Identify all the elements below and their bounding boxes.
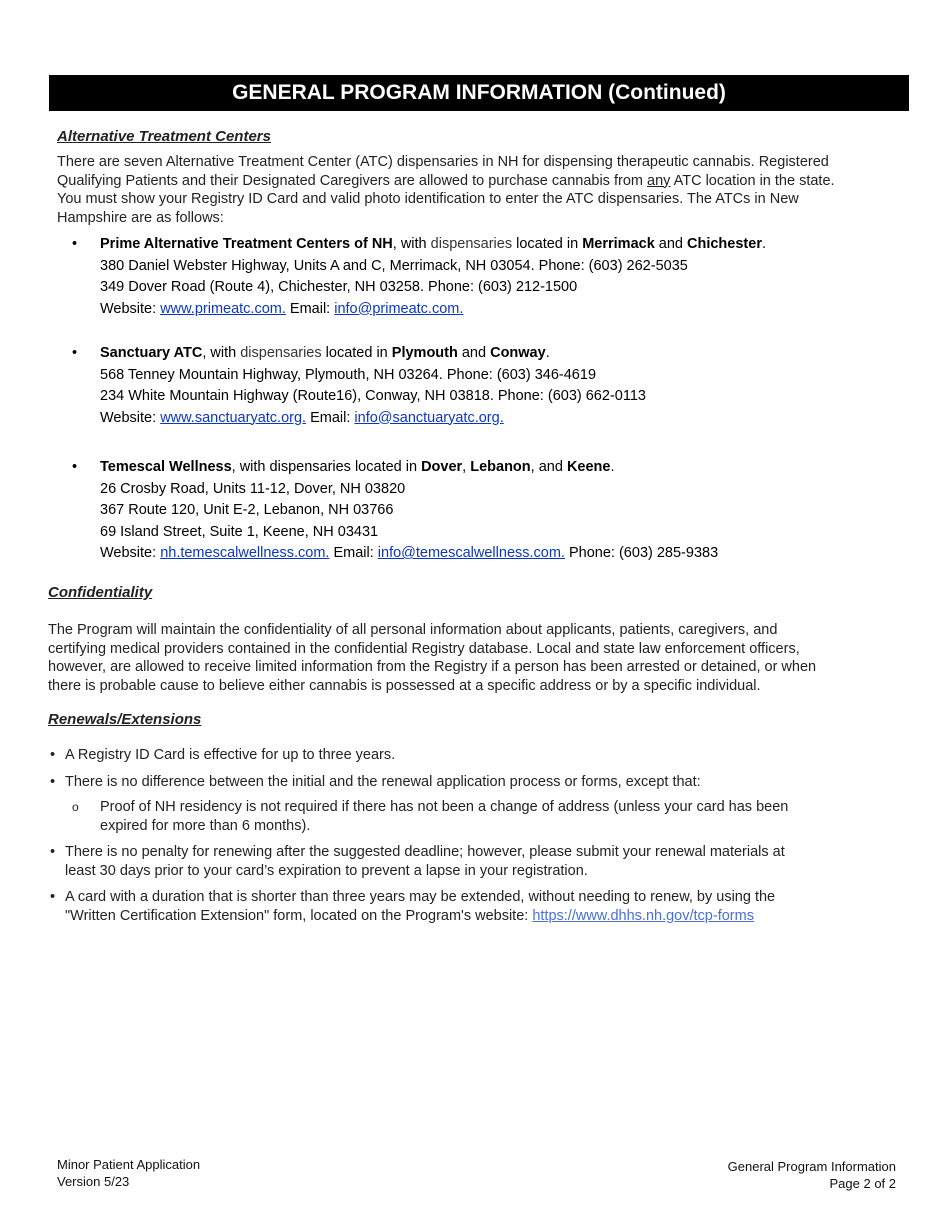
website-label: Website: (100, 300, 161, 317)
atc-intro-text-end: ATC location in the state. (670, 172, 835, 189)
circle-bullet-icon: o (72, 800, 79, 814)
center-text: , with dispensaries located in (231, 459, 422, 475)
atc-intro (57, 153, 907, 227)
center-title-line (100, 457, 900, 479)
center-address: 568 Tenney Mountain Highway, Plymouth, NH 03264. Phone: (603) 346-4619 (100, 366, 597, 383)
confidentiality-heading: Confidentiality (48, 584, 153, 601)
center-text: . (545, 345, 550, 361)
center-text: , with (392, 236, 431, 252)
center-address: 349 Dover Road (Route 4), Chichester, NH 03258. Phone: (603) 212-1500 (100, 279, 578, 295)
center-contact-line (100, 299, 900, 321)
center-location: Plymouth (391, 345, 458, 361)
center-text: dispensaries (430, 236, 513, 252)
bullet-icon: • (72, 236, 78, 252)
bullet-icon: • (50, 774, 56, 790)
center-title-line (100, 234, 900, 256)
footer-page-number: Page 2 of 2 (829, 1176, 896, 1191)
confidentiality-line: there is probable cause to believe either cannabis is possessed at a specific address or by a specific individual. (48, 677, 761, 694)
bullet-icon: • (50, 889, 56, 905)
footer-version: Version 5/23 (57, 1174, 130, 1189)
center-name: Prime Alternative Treatment Centers of NH (100, 236, 393, 252)
atc-intro-line-2 (57, 172, 907, 191)
center-text: and (654, 236, 688, 252)
email-link[interactable]: info@sanctuaryatc.org. (354, 409, 504, 426)
renewal-item-text: A Registry ID Card is effective for up to three years. (65, 747, 396, 763)
renewal-item-line: A card with a duration that is shorter than three years may be extended, without needing to renew, by using the (65, 889, 776, 905)
footer-right (728, 1158, 896, 1192)
bullet-icon: • (50, 747, 56, 763)
renewal-subitem-line: expired for more than 6 months). (100, 817, 311, 834)
center-text: dispensaries (240, 345, 322, 361)
center-text: located in (512, 236, 583, 252)
renewal-item-line: least 30 days prior to your card’s expiration to prevent a lapse in your registration. (65, 862, 588, 879)
center-address: 367 Route 120, Unit E-2, Lebanon, NH 03766 (100, 502, 394, 518)
center-location: Keene (566, 459, 611, 475)
center-location: Chichester (687, 236, 762, 252)
center-name: Sanctuary ATC (100, 345, 203, 361)
center-location: Merrimack (582, 236, 655, 252)
renewal-item-text: "Written Certification Extension" form, located on the Program's website: (65, 907, 533, 924)
center-address: 26 Crosby Road, Units 11-12, Dover, NH 03820 (100, 480, 406, 497)
footer-form-name: Minor Patient Application (57, 1157, 201, 1172)
confidentiality-line: however, are allowed to receive limited information from the Registry if a person has been arrested or detained, or when (48, 659, 817, 675)
website-label: Website: (100, 409, 161, 426)
center-text: , (462, 459, 471, 475)
page-header-bar (49, 75, 909, 111)
center-address: 380 Daniel Webster Highway, Units A and C, Merrimack, NH 03054. Phone: (603) 262-5035 (100, 257, 688, 274)
center-text: . (610, 459, 615, 475)
email-label: Email: (285, 300, 335, 317)
renewals-heading: Renewals/Extensions (48, 711, 202, 728)
center-text: located in (321, 345, 392, 361)
website-link[interactable]: www.primeatc.com. (160, 300, 286, 317)
renewal-item-line (65, 907, 905, 926)
email-label: Email: (329, 545, 378, 561)
confidentiality-paragraph (48, 621, 908, 695)
email-label: Email: (306, 409, 355, 426)
tcp-forms-link[interactable]: https://www.dhhs.nh.gov/tcp-forms (532, 907, 754, 924)
center-contact-line (100, 543, 900, 565)
center-name: Temescal Wellness (100, 459, 232, 475)
renewal-subitem-line: Proof of NH residency is not required if there has not been a change of address (unless your card has been (100, 799, 789, 815)
bullet-icon: • (72, 345, 78, 361)
center-text: , and (530, 459, 567, 475)
page-title: GENERAL PROGRAM INFORMATION (Continued) (232, 81, 726, 104)
center-text: . (761, 236, 766, 252)
atc-intro-line-3: You must show your Registry ID Card and valid photo identification to enter the ATC dispensaries. The ATCs in New (57, 191, 799, 207)
email-link[interactable]: info@temescalwellness.com. (377, 545, 565, 561)
center-location: Conway (490, 345, 546, 361)
atc-intro-line-4: Hampshire are as follows: (57, 209, 224, 226)
phone-text: Phone: (603) 285-9383 (564, 545, 719, 561)
website-label: Website: (100, 545, 161, 561)
website-link[interactable]: www.sanctuaryatc.org. (160, 409, 307, 426)
footer-left (57, 1156, 200, 1190)
center-location: Dover (421, 459, 463, 475)
confidentiality-line: The Program will maintain the confidentiality of all personal information about applicants, patients, caregivers, and (48, 622, 778, 638)
center-text: , with (202, 345, 241, 361)
atc-intro-line-1: There are seven Alternative Treatment Center (ATC) dispensaries in NH for dispensing therapeutic cannabis. Registered (57, 154, 829, 170)
center-contact-line (100, 408, 900, 430)
website-link[interactable]: nh.temescalwellness.com. (160, 545, 330, 561)
renewal-item-text: There is no difference between the initial and the renewal application process or forms, except that: (65, 774, 701, 790)
confidentiality-line: certifying medical providers contained in the confidential Registry database. Local and state law enforcement officers, (48, 640, 800, 657)
atc-heading: Alternative Treatment Centers (57, 128, 271, 145)
atc-intro-text: Qualifying Patients and their Designated Caregivers are allowed to purchase cannabis from (57, 172, 647, 189)
footer-section-name: General Program Information (727, 1159, 896, 1174)
email-link[interactable]: info@primeatc.com. (334, 300, 464, 317)
center-title-line (100, 343, 900, 365)
center-location: Lebanon (470, 459, 531, 475)
center-text: and (457, 345, 491, 361)
renewal-item-line: There is no penalty for renewing after the suggested deadline; however, please submit your renewal materials at (65, 844, 785, 860)
atc-intro-any: any (647, 172, 671, 189)
center-address: 69 Island Street, Suite 1, Keene, NH 03431 (100, 523, 379, 540)
center-address: 234 White Mountain Highway (Route16), Conway, NH 03818. Phone: (603) 662-0113 (100, 388, 646, 404)
bullet-icon: • (72, 459, 78, 475)
bullet-icon: • (50, 844, 56, 860)
